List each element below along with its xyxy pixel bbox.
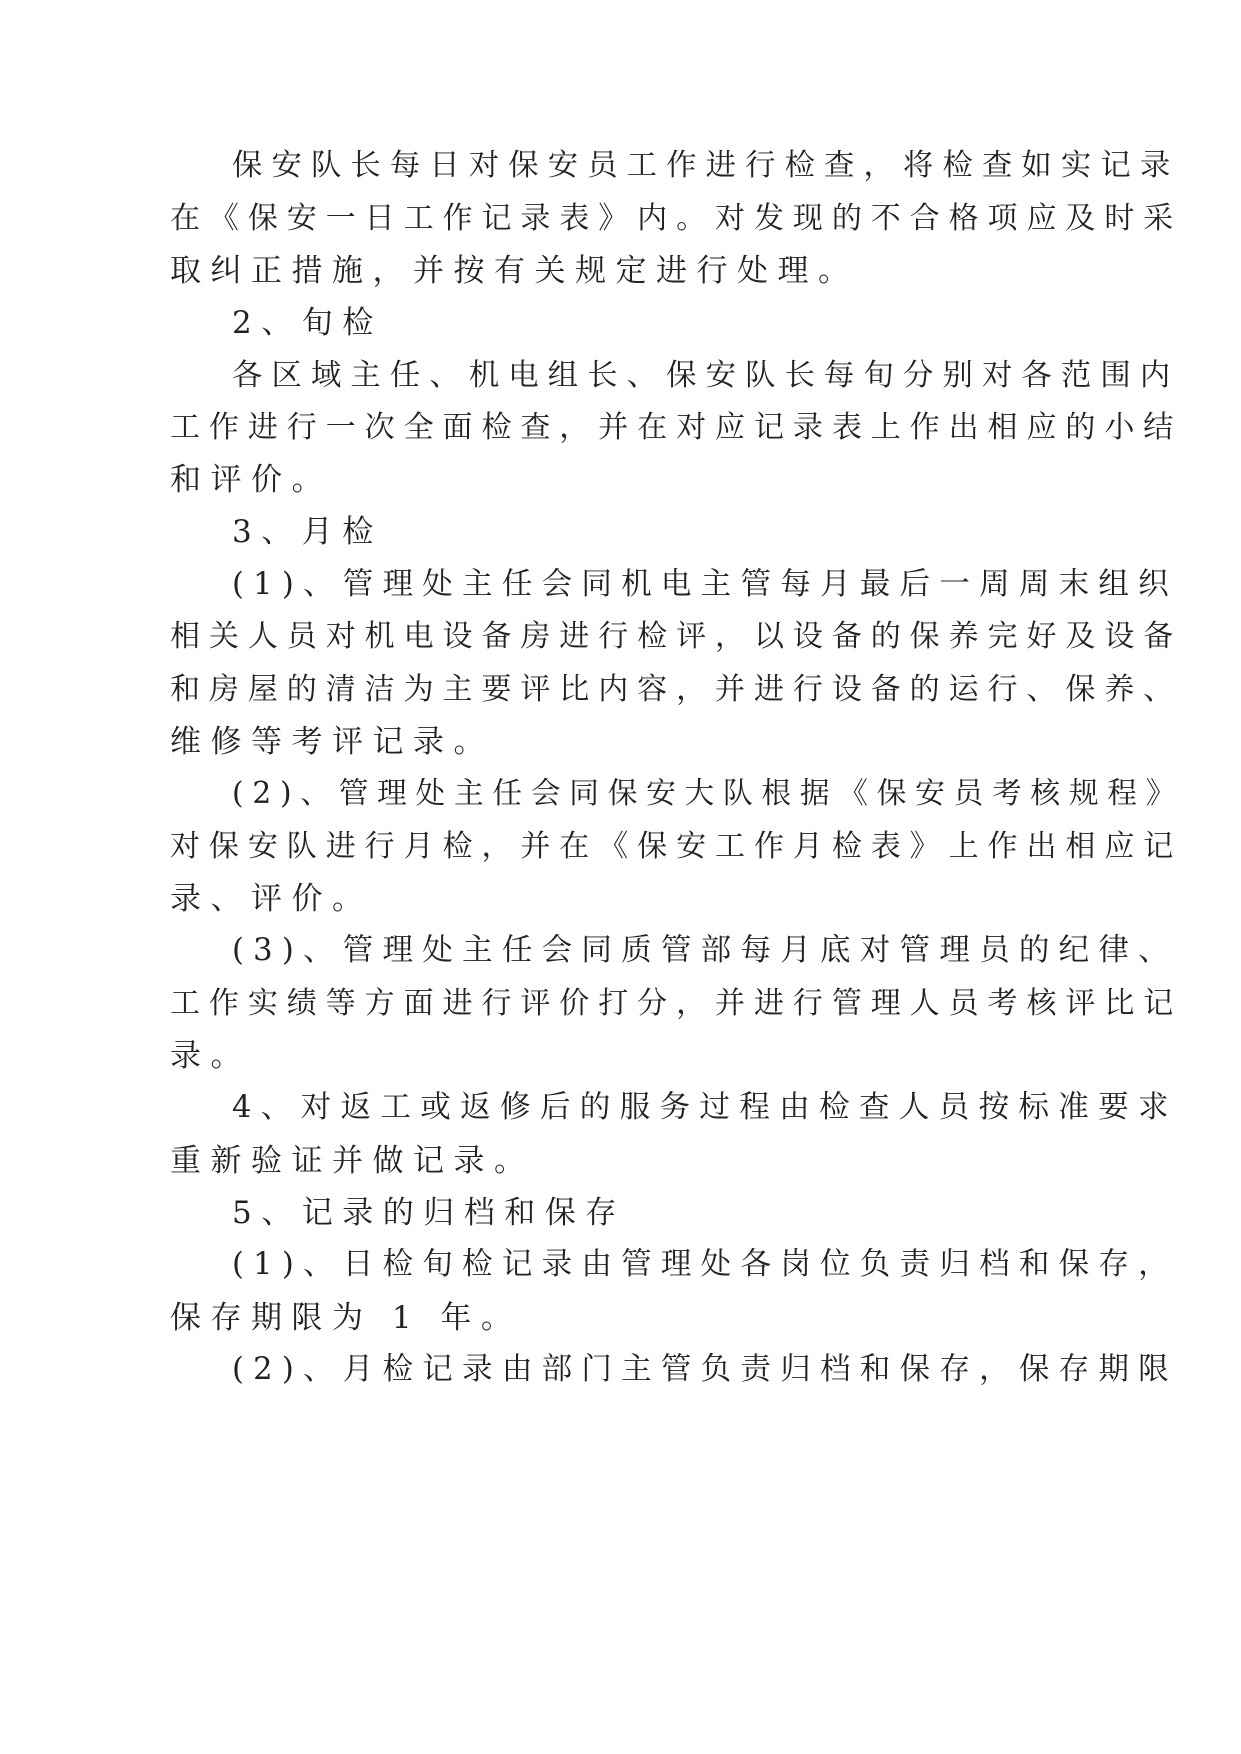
paragraph-line-11: (2)、管理处主任会同保安大队根据《保安员考核规程》 — [232, 776, 1185, 811]
paragraph-line-18: 重新验证并做记录。 — [170, 1143, 535, 1179]
paragraph-line-20: 保存期限为 1 年。 — [170, 1300, 522, 1336]
paragraph-line-6: 和评价。 — [170, 462, 332, 498]
paragraph-line-4: 各区域主任、机电组长、保安队长每旬分别对各范围内 — [232, 358, 1180, 393]
paragraph-line-13: 录、评价。 — [170, 881, 373, 917]
paragraph-line-17: 4、对返工或返修后的服务过程由检查人员按标准要求 — [232, 1090, 1178, 1125]
paragraph-line-1: 保安队长每日对保安员工作进行检查，将检查如实记录 — [232, 148, 1180, 183]
paragraph-line-14: (3)、管理处主任会同质管部每月底对管理员的纪律、 — [232, 933, 1178, 968]
paragraph-line-19: (1)、日检旬检记录由管理处各岗位负责归档和保存， — [232, 1247, 1178, 1282]
paragraph-line-8: 相关人员对机电设备房进行检评，以设备的保养完好及设备 — [170, 619, 1183, 654]
section-heading-5: 5、记录的归档和保存 — [232, 1195, 626, 1231]
section-heading-3: 3、月检 — [232, 514, 383, 550]
paragraph-line-16: 录。 — [170, 1038, 251, 1074]
paragraph-line-12: 对保安队进行月检，并在《保安工作月检表》上作出相应记 — [170, 829, 1183, 864]
paragraph-line-5: 工作进行一次全面检查，并在对应记录表上作出相应的小结 — [170, 410, 1183, 445]
paragraph-line-10: 维修等考评记录。 — [170, 724, 494, 760]
paragraph-line-3: 取纠正措施，并按有关规定进行处理。 — [170, 253, 859, 289]
paragraph-line-2: 在《保安一日工作记录表》内。对发现的不合格项应及时采 — [170, 201, 1183, 236]
paragraph-line-21: (2)、月检记录由部门主管负责归档和保存，保存期限 — [232, 1352, 1178, 1387]
section-heading-2: 2、旬检 — [232, 305, 383, 341]
paragraph-line-7: (1)、管理处主任会同机电主管每月最后一周周末组织 — [232, 567, 1178, 602]
paragraph-line-15: 工作实绩等方面进行评价打分，并进行管理人员考核评比记 — [170, 986, 1183, 1021]
paragraph-line-9: 和房屋的清洁为主要评比内容，并进行设备的运行、保养、 — [170, 672, 1183, 707]
